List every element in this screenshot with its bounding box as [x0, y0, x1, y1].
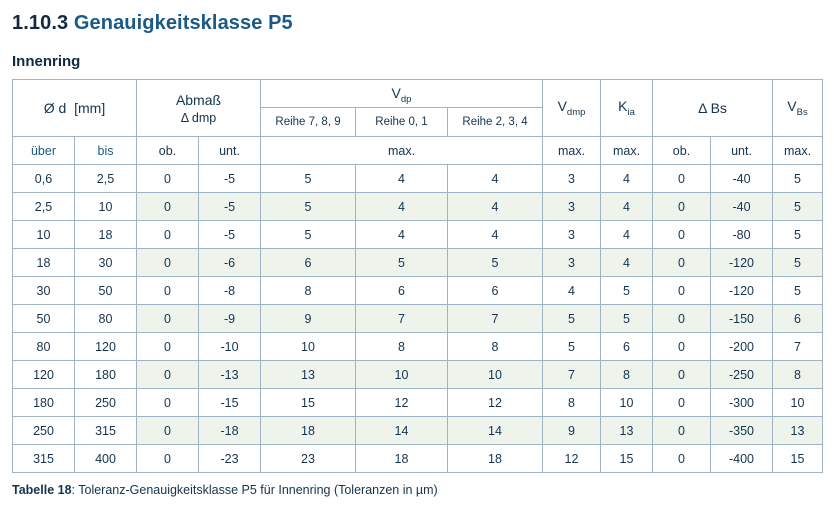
header-max-vdmp: max. [543, 137, 601, 165]
cell-ob2: 0 [653, 389, 711, 417]
cell-unt1: -5 [199, 193, 261, 221]
table-caption [12, 483, 822, 497]
cell-unt1: -5 [199, 165, 261, 193]
cell-ob1: 0 [137, 445, 199, 473]
cell-kia: 10 [601, 389, 653, 417]
header-vdp-group [261, 80, 543, 137]
header-vdp-text: V [391, 85, 401, 101]
cell-r234: 8 [448, 333, 543, 361]
cell-unt2: -250 [711, 361, 773, 389]
header-diameter-unit: [mm] [74, 100, 106, 116]
cell-vbs: 5 [773, 193, 823, 221]
header-bis: bis [75, 137, 137, 165]
header-diameter [13, 80, 137, 137]
cell-unt1: -10 [199, 333, 261, 361]
cell-r234: 18 [448, 445, 543, 473]
cell-ueber: 315 [13, 445, 75, 473]
header-reihe-789: Reihe 7, 8, 9 [261, 108, 356, 136]
cell-r01: 5 [356, 249, 448, 277]
cell-vdmp: 3 [543, 221, 601, 249]
cell-ueber: 2,5 [13, 193, 75, 221]
cell-r234: 14 [448, 417, 543, 445]
cell-vdmp: 3 [543, 193, 601, 221]
header-row-main [13, 80, 823, 137]
cell-r789: 5 [261, 193, 356, 221]
cell-ob2: 0 [653, 361, 711, 389]
header-diameter-label: Ø d [43, 100, 67, 116]
cell-ueber: 50 [13, 305, 75, 333]
cell-vbs: 5 [773, 221, 823, 249]
cell-ueber: 0,6 [13, 165, 75, 193]
cell-r234: 12 [448, 389, 543, 417]
cell-ueber: 18 [13, 249, 75, 277]
table-row [13, 249, 823, 277]
cell-vdmp: 5 [543, 333, 601, 361]
section-title: Genauigkeitsklasse P5 [73, 12, 293, 34]
table-row [13, 305, 823, 333]
cell-vdmp: 3 [543, 249, 601, 277]
cell-unt2: -40 [711, 165, 773, 193]
cell-ob2: 0 [653, 165, 711, 193]
cell-bis: 250 [75, 389, 137, 417]
header-kia-text: K [618, 98, 628, 115]
header-vdmp-text: V [557, 98, 567, 115]
cell-unt2: -120 [711, 277, 773, 305]
header-vdp-subscript: dp [400, 93, 412, 105]
cell-bis: 400 [75, 445, 137, 473]
header-vbs-text: V [787, 98, 797, 115]
header-vdp-label [261, 80, 542, 108]
cell-ob1: 0 [137, 361, 199, 389]
cell-unt2: -350 [711, 417, 773, 445]
cell-ob1: 0 [137, 305, 199, 333]
header-vbs [773, 80, 823, 137]
cell-r234: 10 [448, 361, 543, 389]
cell-vbs: 5 [773, 249, 823, 277]
cell-vdmp: 7 [543, 361, 601, 389]
cell-unt2: -200 [711, 333, 773, 361]
cell-r01: 10 [356, 361, 448, 389]
cell-kia: 15 [601, 445, 653, 473]
subsection-title: Innenring [12, 53, 81, 70]
cell-ob2: 0 [653, 249, 711, 277]
table-row [13, 445, 823, 473]
cell-unt1: -5 [199, 221, 261, 249]
cell-ob2: 0 [653, 221, 711, 249]
section-number: 1.10.3 [12, 12, 69, 34]
cell-r01: 7 [356, 305, 448, 333]
header-reihe-234: Reihe 2, 3, 4 [462, 116, 528, 128]
cell-kia: 13 [601, 417, 653, 445]
cell-vbs: 10 [773, 389, 823, 417]
cell-ob2: 0 [653, 333, 711, 361]
header-delta-bs-label: Δ Bs [698, 100, 727, 116]
cell-ob2: 0 [653, 193, 711, 221]
table-row [13, 389, 823, 417]
cell-r789: 23 [261, 445, 356, 473]
cell-r01: 14 [356, 417, 448, 445]
cell-ob1: 0 [137, 277, 199, 305]
cell-bis: 315 [75, 417, 137, 445]
cell-kia: 4 [601, 249, 653, 277]
cell-r789: 9 [261, 305, 356, 333]
cell-ob1: 0 [137, 333, 199, 361]
cell-r01: 6 [356, 277, 448, 305]
header-max-vbs: max. [773, 137, 823, 165]
cell-kia: 4 [601, 193, 653, 221]
cell-vbs: 5 [773, 165, 823, 193]
table-row [13, 277, 823, 305]
cell-kia: 4 [601, 165, 653, 193]
tolerance-table [12, 79, 823, 473]
table-row [13, 417, 823, 445]
table-body [13, 165, 823, 473]
table-row [13, 333, 823, 361]
header-vbs-subscript: Bs [796, 106, 808, 118]
cell-r789: 13 [261, 361, 356, 389]
cell-kia: 6 [601, 333, 653, 361]
cell-r789: 5 [261, 165, 356, 193]
cell-r234: 7 [448, 305, 543, 333]
cell-vdmp: 12 [543, 445, 601, 473]
cell-bis: 10 [75, 193, 137, 221]
cell-ob1: 0 [137, 389, 199, 417]
cell-unt1: -8 [199, 277, 261, 305]
cell-ob1: 0 [137, 249, 199, 277]
cell-ueber: 80 [13, 333, 75, 361]
cell-bis: 80 [75, 305, 137, 333]
cell-vbs: 13 [773, 417, 823, 445]
cell-r789: 18 [261, 417, 356, 445]
cell-unt1: -15 [199, 389, 261, 417]
cell-r234: 4 [448, 221, 543, 249]
cell-ueber: 120 [13, 361, 75, 389]
cell-r234: 6 [448, 277, 543, 305]
cell-r01: 4 [356, 221, 448, 249]
cell-vdmp: 5 [543, 305, 601, 333]
cell-bis: 50 [75, 277, 137, 305]
cell-kia: 8 [601, 361, 653, 389]
cell-vdmp: 3 [543, 165, 601, 193]
cell-bis: 30 [75, 249, 137, 277]
header-ob-2: ob. [653, 137, 711, 165]
cell-ob2: 0 [653, 305, 711, 333]
table-caption-label: Tabelle 18 [12, 483, 72, 497]
cell-vbs: 8 [773, 361, 823, 389]
cell-vdmp: 9 [543, 417, 601, 445]
cell-unt2: -400 [711, 445, 773, 473]
cell-r01: 18 [356, 445, 448, 473]
header-max-kia: max. [601, 137, 653, 165]
cell-unt2: -80 [711, 221, 773, 249]
header-abmass-label: Abmaß [175, 91, 222, 108]
header-ob-1: ob. [137, 137, 199, 165]
header-vdmp-subscript: dmp [566, 106, 586, 118]
header-abmass-sub: Δ dmp [180, 110, 217, 125]
cell-r234: 4 [448, 193, 543, 221]
header-reihe-01: Reihe 0, 1 [356, 108, 448, 136]
header-kia-subscript: ia [627, 106, 635, 118]
header-max-vdp: max. [261, 137, 543, 165]
table-row [13, 361, 823, 389]
cell-unt1: -18 [199, 417, 261, 445]
cell-unt2: -120 [711, 249, 773, 277]
cell-r01: 4 [356, 165, 448, 193]
cell-kia: 4 [601, 221, 653, 249]
cell-ueber: 10 [13, 221, 75, 249]
cell-ueber: 180 [13, 389, 75, 417]
cell-vbs: 15 [773, 445, 823, 473]
cell-ueber: 30 [13, 277, 75, 305]
table-row [13, 221, 823, 249]
header-unt-2: unt. [711, 137, 773, 165]
table-header [13, 80, 823, 165]
header-abmass [137, 80, 261, 137]
cell-ob1: 0 [137, 417, 199, 445]
cell-bis: 2,5 [75, 165, 137, 193]
cell-ob1: 0 [137, 193, 199, 221]
header-unt-1: unt. [199, 137, 261, 165]
cell-vdmp: 4 [543, 277, 601, 305]
cell-bis: 180 [75, 361, 137, 389]
cell-kia: 5 [601, 305, 653, 333]
cell-ob2: 0 [653, 417, 711, 445]
cell-ueber: 250 [13, 417, 75, 445]
cell-ob2: 0 [653, 445, 711, 473]
cell-r01: 12 [356, 389, 448, 417]
table-caption-text: : Toleranz-Genauigkeitsklasse P5 für Innenring (Toleranzen in µm) [71, 483, 438, 497]
table-row [13, 165, 823, 193]
cell-r789: 10 [261, 333, 356, 361]
cell-ob1: 0 [137, 221, 199, 249]
cell-bis: 18 [75, 221, 137, 249]
cell-r01: 8 [356, 333, 448, 361]
cell-vbs: 5 [773, 277, 823, 305]
cell-r789: 5 [261, 221, 356, 249]
cell-unt2: -300 [711, 389, 773, 417]
cell-vbs: 6 [773, 305, 823, 333]
cell-vbs: 7 [773, 333, 823, 361]
cell-unt1: -6 [199, 249, 261, 277]
cell-r01: 4 [356, 193, 448, 221]
cell-r234: 5 [448, 249, 543, 277]
cell-unt1: -13 [199, 361, 261, 389]
cell-vdmp: 8 [543, 389, 601, 417]
table-row [13, 193, 823, 221]
cell-r789: 15 [261, 389, 356, 417]
cell-r789: 6 [261, 249, 356, 277]
page-title [12, 12, 822, 35]
cell-kia: 5 [601, 277, 653, 305]
header-ueber: über [13, 137, 75, 165]
cell-bis: 120 [75, 333, 137, 361]
header-kia [601, 80, 653, 137]
cell-unt1: -23 [199, 445, 261, 473]
cell-unt1: -9 [199, 305, 261, 333]
cell-ob2: 0 [653, 277, 711, 305]
cell-unt2: -40 [711, 193, 773, 221]
cell-r234: 4 [448, 165, 543, 193]
header-vdmp [543, 80, 601, 137]
cell-unt2: -150 [711, 305, 773, 333]
header-delta-bs [653, 80, 773, 137]
header-row-sub [13, 137, 823, 165]
cell-ob1: 0 [137, 165, 199, 193]
cell-r789: 8 [261, 277, 356, 305]
